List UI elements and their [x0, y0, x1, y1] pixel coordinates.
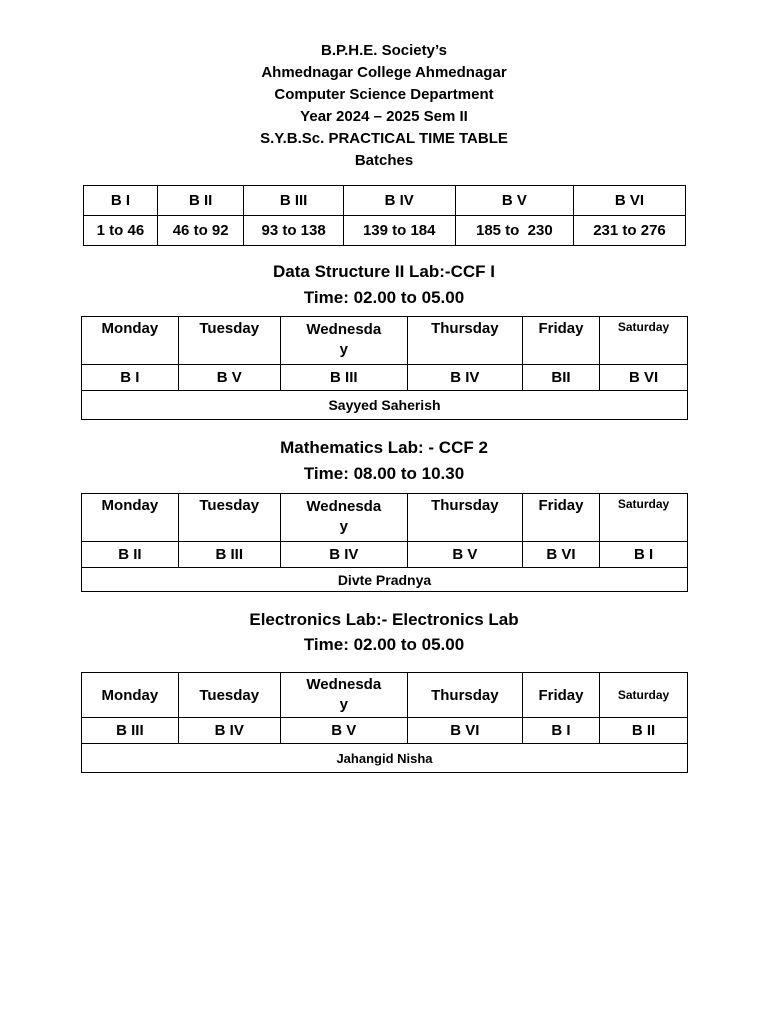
batch-cell: B V [407, 542, 522, 568]
batch-cell: B I [82, 365, 179, 391]
batch-name-cell: B II [157, 186, 244, 216]
teacher-row [82, 744, 688, 773]
teacher-name: Jahangid Nisha [82, 744, 688, 773]
batch-cell: BII [522, 365, 599, 391]
batch-cell: B VI [600, 365, 688, 391]
department-name: Computer Science Department [274, 86, 494, 103]
batch-cell: B II [82, 542, 179, 568]
batch-cell: B V [280, 718, 407, 744]
batch-name-cell: B IV [343, 186, 455, 216]
college-name: Ahmednagar College Ahmednagar [261, 64, 507, 81]
batch-cell: B I [600, 542, 688, 568]
lab-time: Time: 02.00 to 05.00 [303, 635, 465, 654]
day-header: Wednesda y [280, 317, 407, 365]
day-header: Wednesda y [280, 494, 407, 542]
document-header [0, 40, 768, 172]
batch-cell: B III [178, 542, 280, 568]
day-header: Wednesda y [280, 673, 407, 718]
batch-name-cell: B I [84, 186, 158, 216]
lab-title: Mathematics Lab: - CCF 2 [280, 438, 488, 457]
batch-cell: B III [280, 365, 407, 391]
day-header: Saturday [600, 317, 688, 365]
batch-cell: B VI [407, 718, 522, 744]
batch-cell: B V [178, 365, 280, 391]
batch-table [83, 185, 686, 246]
day-header: Tuesday [178, 494, 280, 542]
batch-cell: B IV [178, 718, 280, 744]
batches-row [82, 718, 688, 744]
batch-name-cell: B V [455, 186, 573, 216]
days-row [82, 673, 688, 718]
day-header: Thursday [407, 494, 522, 542]
day-header: Friday [522, 673, 599, 718]
batches-row [82, 365, 688, 391]
day-header: Tuesday [178, 317, 280, 365]
batch-range-cell: 231 to 276 [574, 216, 686, 246]
batch-cell: B IV [280, 542, 407, 568]
batch-cell: B I [522, 718, 599, 744]
lab-title: Electronics Lab:- Electronics Lab [249, 610, 519, 629]
lab-schedule-table [81, 672, 688, 773]
academic-year: Year 2024 – 2025 Sem II [300, 108, 468, 125]
day-header: Thursday [407, 673, 522, 718]
society-name: B.P.H.E. Society’s [321, 42, 447, 59]
document-title: S.Y.B.Sc. PRACTICAL TIME TABLE [260, 130, 508, 147]
batch-names-row [84, 186, 686, 216]
teacher-name: Divte Pradnya [82, 568, 688, 592]
days-row [82, 494, 688, 542]
teacher-row [82, 391, 688, 420]
lab-time: Time: 02.00 to 05.00 [303, 288, 465, 307]
day-header: Saturday [600, 673, 688, 718]
teacher-name: Sayyed Saherish [82, 391, 688, 420]
day-header: Saturday [600, 494, 688, 542]
batch-range-cell: 46 to 92 [157, 216, 244, 246]
batch-range-cell: 139 to 184 [343, 216, 455, 246]
days-row [82, 317, 688, 365]
day-header: Tuesday [178, 673, 280, 718]
day-header: Friday [522, 317, 599, 365]
batch-cell: B IV [407, 365, 522, 391]
batch-cell: B III [82, 718, 179, 744]
lab-schedule-table [81, 316, 688, 420]
batch-range-cell: 1 to 46 [84, 216, 158, 246]
batch-cell: B VI [522, 542, 599, 568]
day-header: Thursday [407, 317, 522, 365]
batch-ranges-row [84, 216, 686, 246]
lab-time: Time: 08.00 to 10.30 [303, 464, 465, 483]
batch-name-cell: B VI [574, 186, 686, 216]
batch-range-cell: 185 to 230 [455, 216, 573, 246]
lab-title: Data Structure II Lab:-CCF I [273, 262, 495, 281]
batch-cell: B II [600, 718, 688, 744]
day-header: Friday [522, 494, 599, 542]
lab-schedule-table [81, 493, 688, 592]
batch-name-cell: B III [244, 186, 343, 216]
batches-heading: Batches [354, 152, 414, 169]
day-header: Monday [82, 494, 179, 542]
batches-row [82, 542, 688, 568]
batch-range-cell: 93 to 138 [244, 216, 343, 246]
teacher-row [82, 568, 688, 592]
day-header: Monday [82, 673, 179, 718]
day-header: Monday [82, 317, 179, 365]
